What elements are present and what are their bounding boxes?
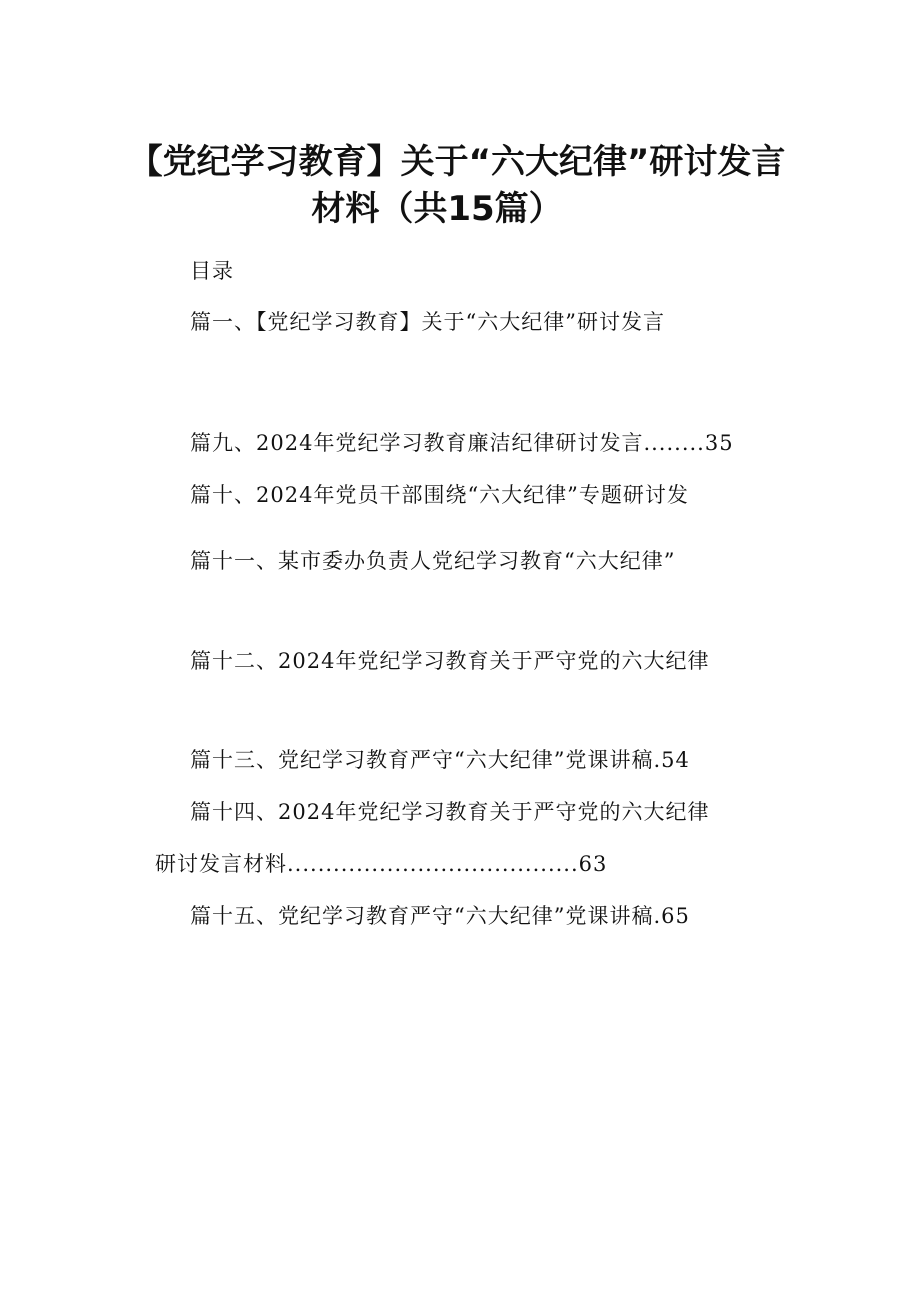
toc-entry-14-continuation: 研讨发言材料......................................63 xyxy=(155,852,608,876)
document-title-line-1: 【党纪学习教育】关于“六大纪律”研讨发言 xyxy=(128,142,786,182)
toc-entry-12: 篇十二、2024年党纪学习教育关于严守党的六大纪律 xyxy=(190,649,710,673)
toc-entry-14: 篇十四、2024年党纪学习教育关于严守党的六大纪律 xyxy=(190,800,710,824)
toc-entry-9: 篇九、2024年党纪学习教育廉洁纪律研讨发言........35 xyxy=(190,431,734,455)
document-title-line-2: 材料（共15篇） xyxy=(311,189,563,229)
toc-heading: 目录 xyxy=(190,259,234,283)
toc-entry-1: 篇一、【党纪学习教育】关于“六大纪律”研讨发言 xyxy=(190,310,665,334)
toc-entry-11: 篇十一、某市委办负责人党纪学习教育“六大纪律” xyxy=(190,549,676,573)
toc-entry-13: 篇十三、党纪学习教育严守“六大纪律”党课讲稿.54 xyxy=(190,748,690,772)
toc-entry-15: 篇十五、党纪学习教育严守“六大纪律”党课讲稿.65 xyxy=(190,904,690,928)
toc-entry-10: 篇十、2024年党员干部围绕“六大纪律”专题研讨发 xyxy=(190,483,689,507)
